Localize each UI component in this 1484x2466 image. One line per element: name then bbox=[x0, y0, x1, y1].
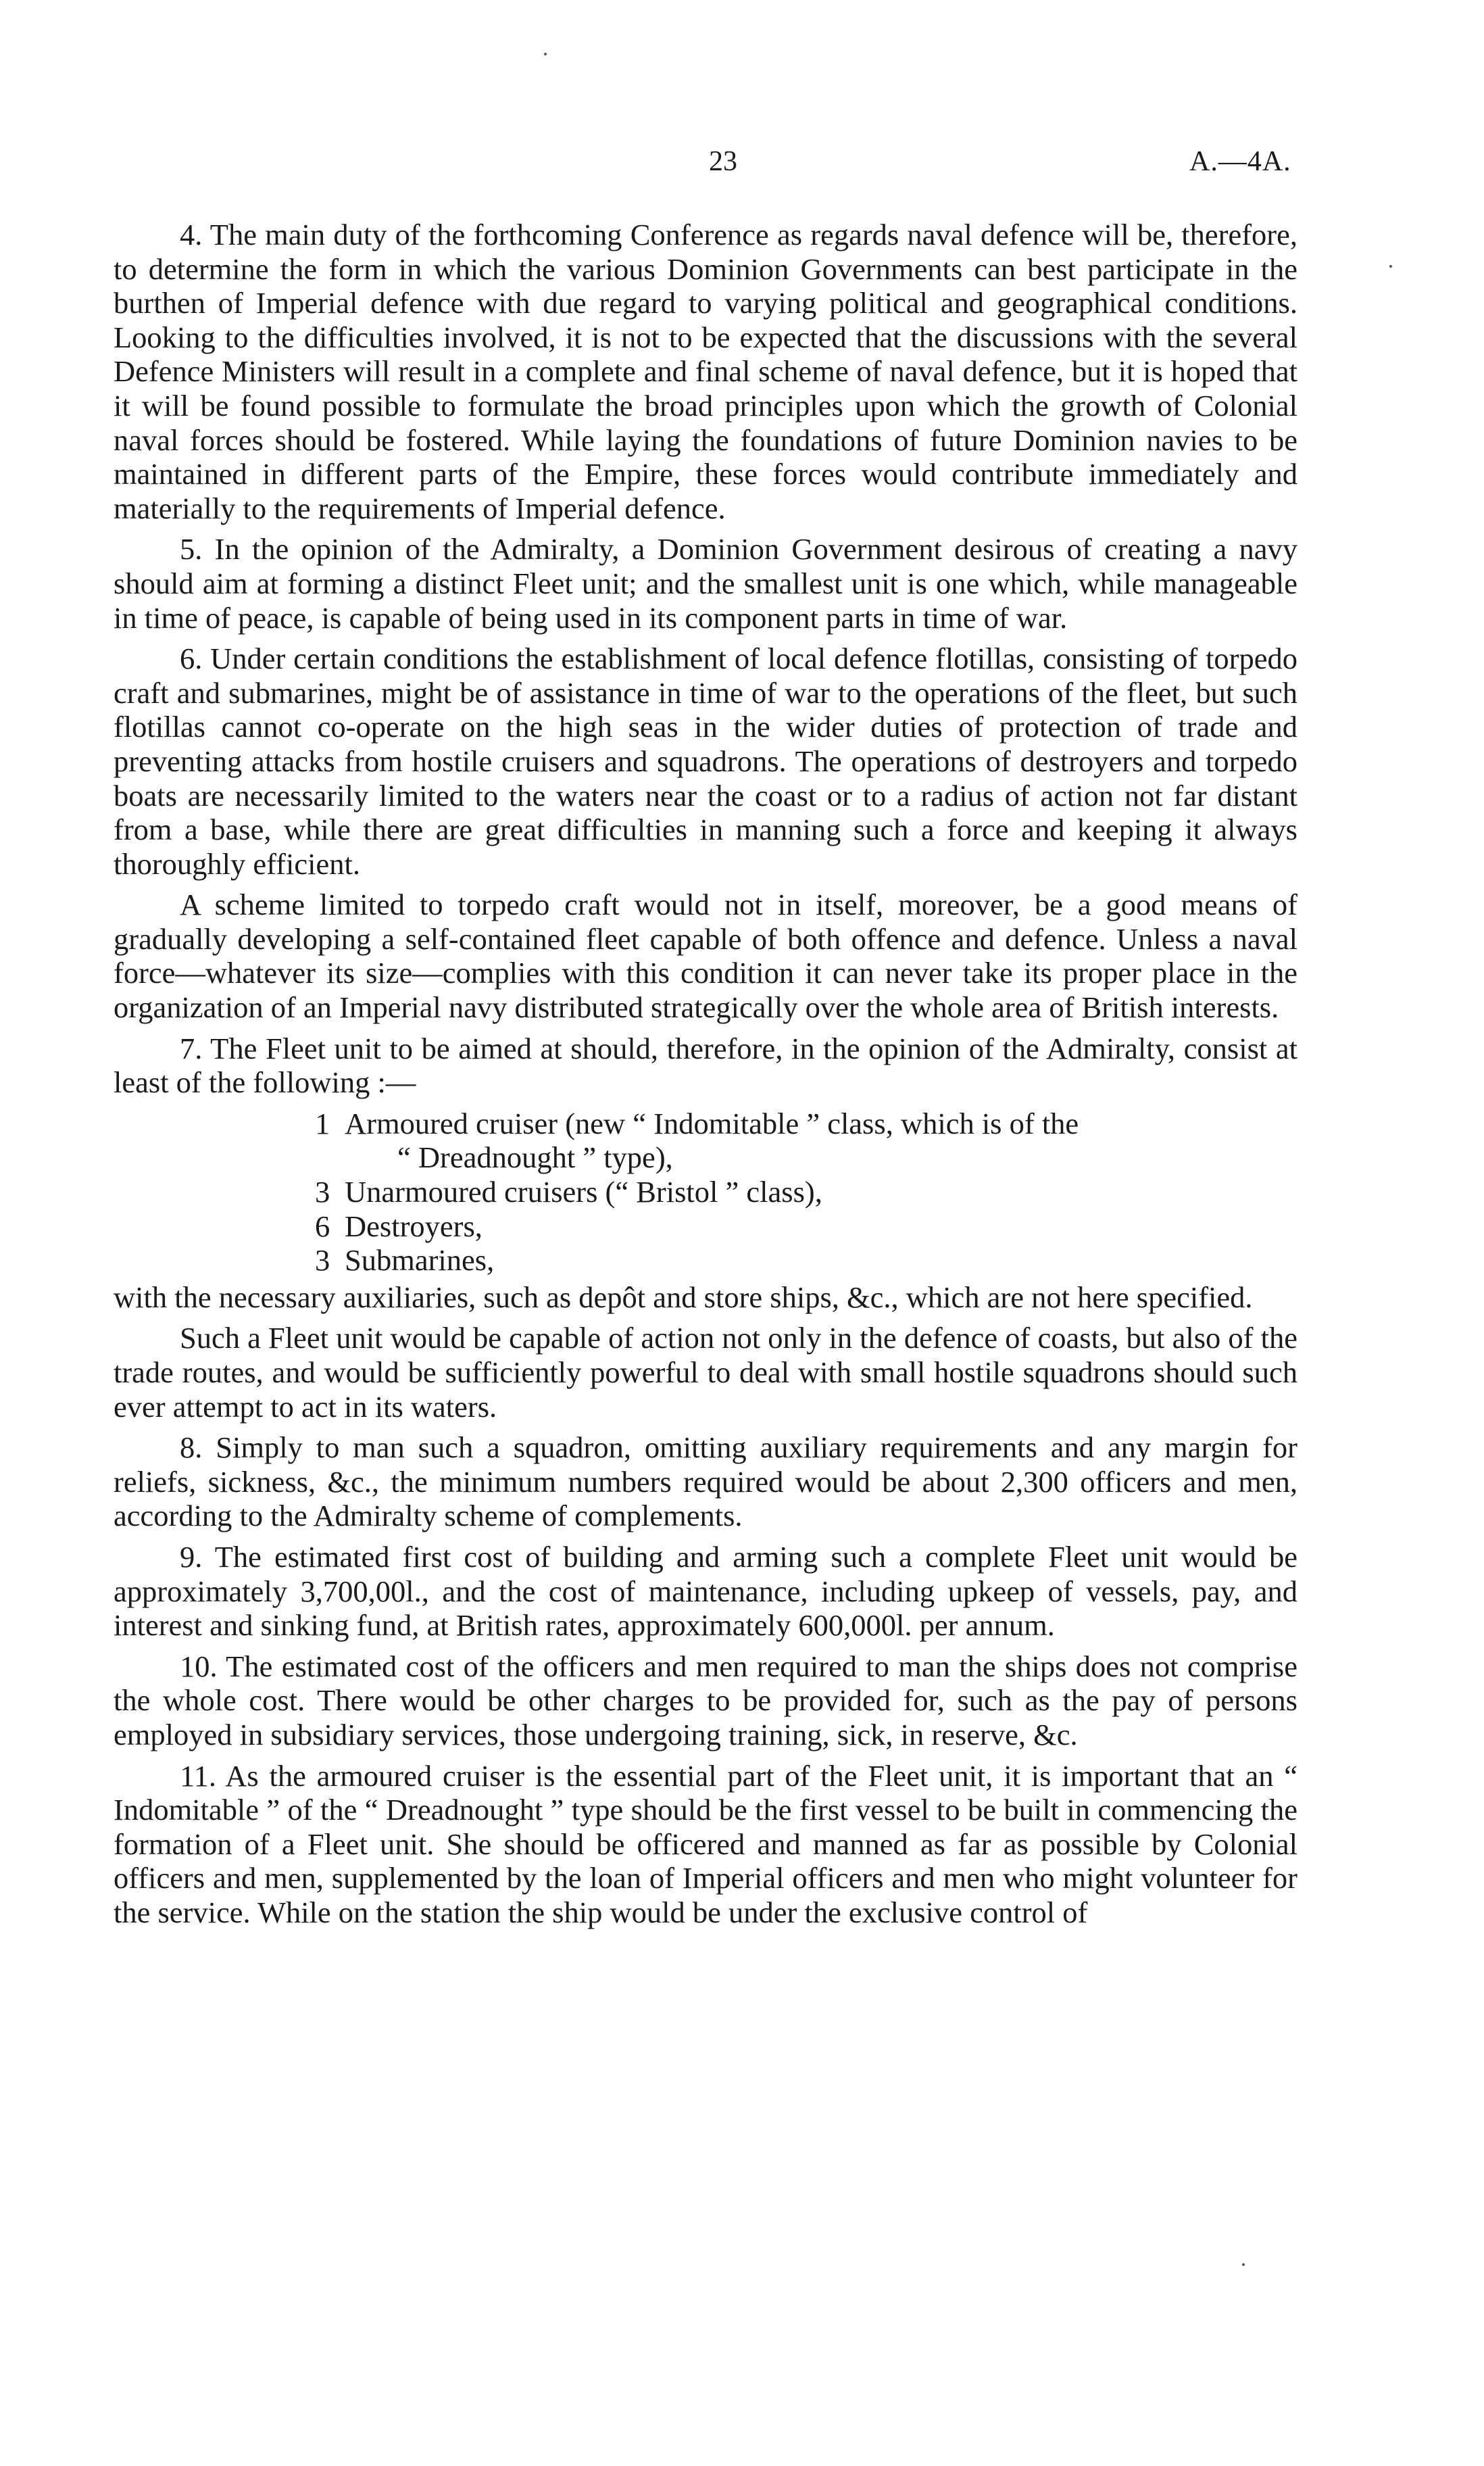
fleet-unit-list bbox=[114, 1107, 1297, 1278]
paragraph-9: 9. The estimated first cost of building and arming such a complete Fleet unit would be approximately 3,700,00l., and the cost of maintenance, including upkeep of vessels, pay, and interest and sinking fund, at British rates, approximately 600,000l. per annum. bbox=[114, 1539, 1297, 1643]
paragraph-5: 5. In the opinion of the Admiralty, a Dominion Government desirous of creating a navy should aim at forming a distinct Fleet unit; and the smallest unit is one which, while manageable in time of peace, is capable of being used in its component parts in time of war. bbox=[114, 532, 1297, 635]
fleet-item-description: Unarmoured cruisers (“ Bristol ” class), bbox=[345, 1175, 822, 1209]
fleet-list-item bbox=[315, 1209, 1297, 1244]
paragraph-4: 4. The main duty of the forthcoming Conference as regards naval defence will be, therefore, to determine the form in which the various Dominion Governments can best participate in the burthen of Imperial defence with due regard to varying political and geographical conditions. Looking to the difficulties involved, it is not to be expected that the discussions with the several Defence Ministers will result in a complete and final scheme of naval defence, but it is hoped that it will be found possible to formulate the broad principles upon which the growth of Colonial naval forces should be fostered. While laying the foundations of future Dominion navies to be maintained in different parts of the Empire, these forces would contribute immediately and materially to the requirements of Imperial defence. bbox=[114, 218, 1297, 525]
fleet-item-description: Submarines, bbox=[345, 1243, 495, 1278]
fleet-item-quantity: 6 bbox=[315, 1209, 330, 1243]
paragraph-7-continued: with the necessary auxiliaries, such as depôt and store ships, &c., which are not here specified. bbox=[114, 1280, 1253, 1314]
fleet-item-quantity: 1 bbox=[315, 1106, 330, 1140]
paragraph-8: 8. Simply to man such a squadron, omitting auxiliary requirements and any margin for reliefs, sickness, &c., the minimum numbers required would be about 2,300 officers and men, according to the Admiralty scheme of complements. bbox=[114, 1430, 1297, 1533]
paragraph-10: 10. The estimated cost of the officers and men required to man the ships does not comprise the whole cost. There would be other charges to be provided for, such as the pay of persons employed in subsidiary services, those undergoing training, sick, in reserve, &c. bbox=[114, 1649, 1297, 1751]
document-reference: A.—4A. bbox=[1189, 146, 1291, 177]
paper-speck bbox=[1389, 265, 1392, 268]
paragraph-6-continued: A scheme limited to torpedo craft would not in itself, moreover, be a good means of gradually developing a self-contained fleet capable of both offence and defence. Unless a naval force—whatever its size—complies with this condition it can never take its proper place in the organization of an Imperial navy distributed strategically over the whole area of British interests. bbox=[114, 888, 1297, 1025]
paragraph-6: 6. Under certain conditions the establishment of local defence flotillas, consisting of torpedo craft and submarines, might be of assistance in time of war to the operations of the fleet, but such flotillas cannot co-operate on the high seas in the wider duties of protection of trade and preventing attacks from hostile cruisers and squadrons. The operations of destroyers and torpedo boats are necessarily limited to the waters near the coast or to a radius of action not far distant from a base, while there are great difficulties in manning such a force and keeping it always thoroughly efficient. bbox=[114, 642, 1297, 881]
paragraph-11: 11. As the armoured cruiser is the essential part of the Fleet unit, it is important that an “ Indomitable ” of the “ Dreadnought ” type should be the first vessel to be built in commencing the formation of a Fleet unit. She should be officered and manned as far as possible by Colonial officers and men, supplemented by the loan of Imperial officers and men who might volunteer for the service. While on the station the ship would be under the exclusive control of bbox=[114, 1758, 1297, 1929]
paragraph-7-fleet-capability: Such a Fleet unit would be capable of action not only in the defence of coasts, but also of the trade routes, and would be sufficiently powerful to deal with small hostile squadrons should such ever attempt to act in its waters. bbox=[114, 1321, 1297, 1424]
fleet-item-line-continued: “ Dreadnought ” type), bbox=[397, 1140, 673, 1175]
fleet-item-quantity: 3 bbox=[315, 1175, 330, 1209]
fleet-list-item bbox=[315, 1175, 1297, 1209]
paragraph-7: 7. The Fleet unit to be aimed at should, therefore, in the opinion of the Admiralty, consist at least of the following :— bbox=[114, 1031, 1297, 1100]
fleet-item-description bbox=[345, 1107, 1297, 1175]
fleet-item-quantity: 3 bbox=[315, 1243, 330, 1278]
paper-speck bbox=[1242, 2263, 1245, 2266]
paper-speck bbox=[544, 53, 547, 55]
page-number: 23 bbox=[709, 146, 737, 177]
fleet-list-item bbox=[315, 1243, 1297, 1278]
body-text bbox=[114, 218, 1297, 1937]
fleet-list-item bbox=[315, 1107, 1297, 1175]
fleet-item-description: Destroyers, bbox=[345, 1209, 483, 1243]
fleet-item-line: Armoured cruiser (new “ Indomitable ” class, which is of the bbox=[345, 1106, 1079, 1140]
